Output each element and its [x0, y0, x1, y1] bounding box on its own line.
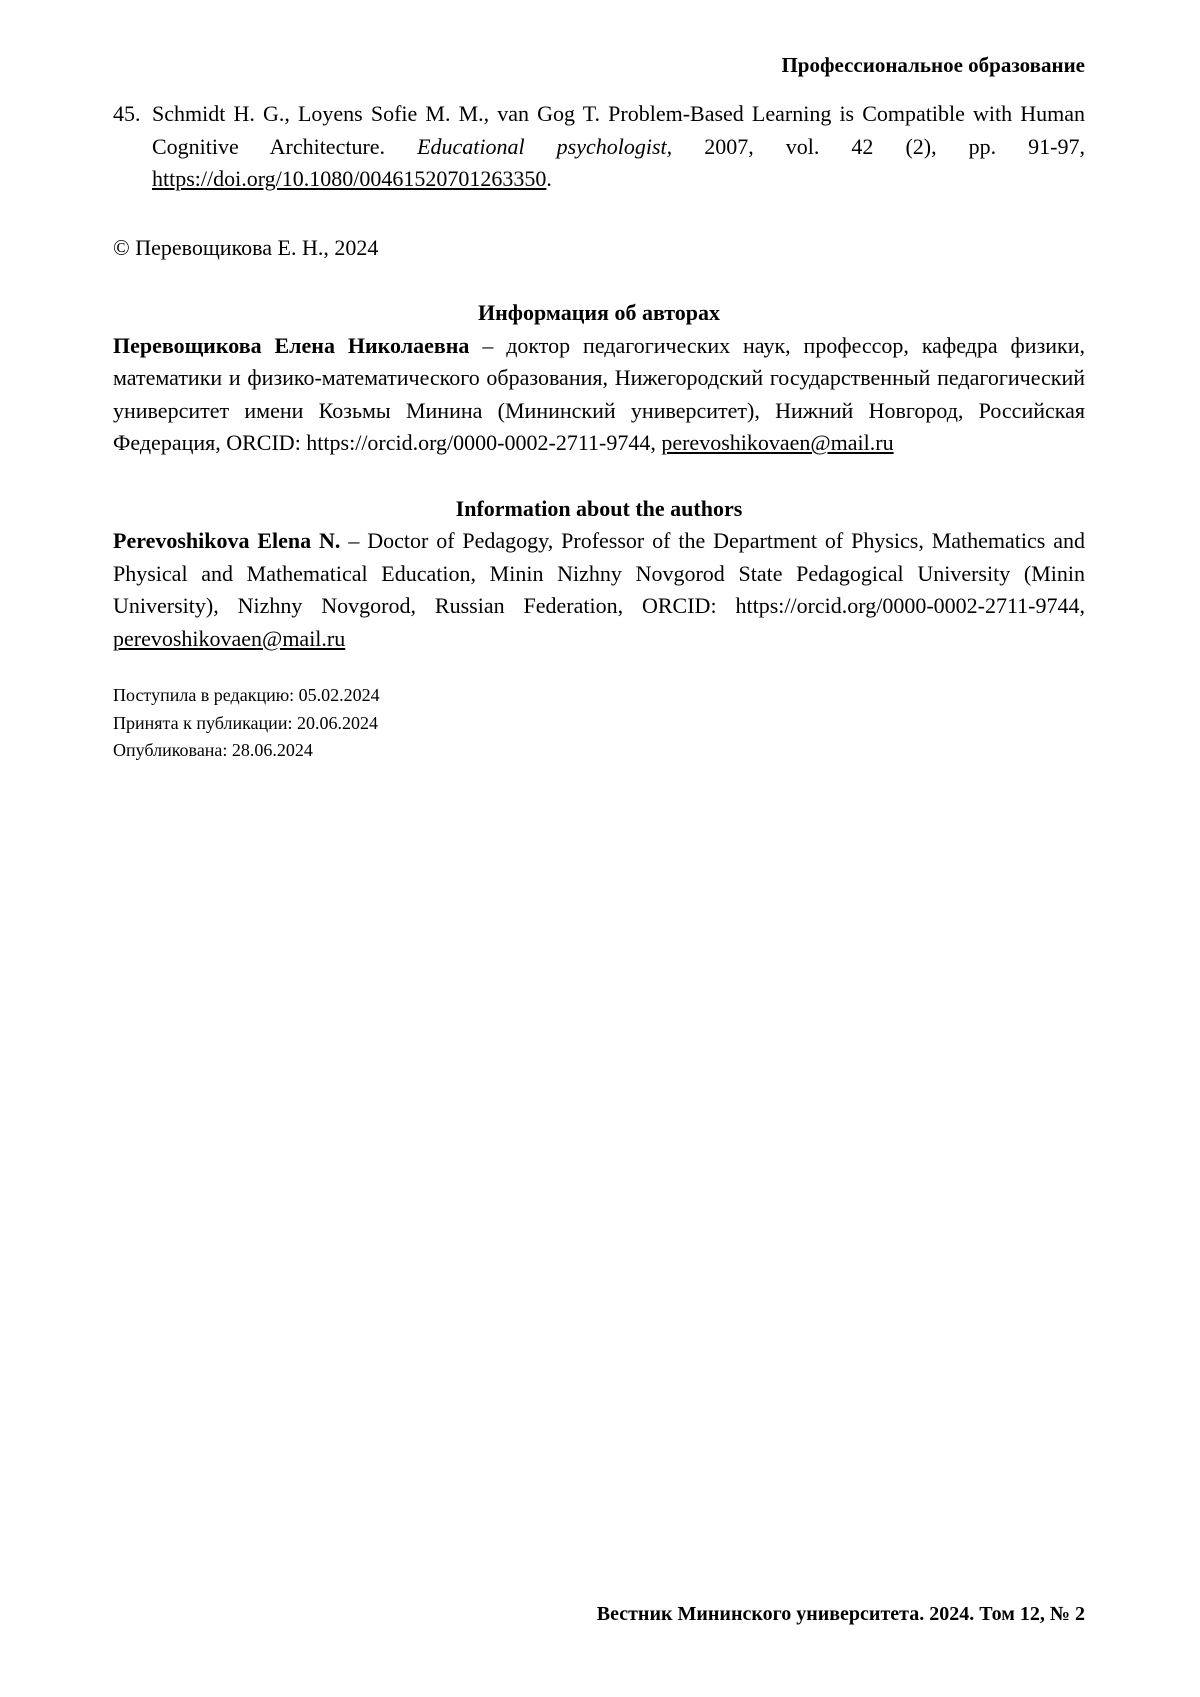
reference-number: 45. — [113, 101, 141, 126]
email-link-ru[interactable]: perevoshikovaen@mail.ru — [661, 430, 894, 455]
author-details-en: – Doctor of Pedagogy, Professor of the Department of Physics, Mathematics and Physical and Mathematical Education, Minin Nizhny Novgorod State Pedagogical University (Minin University), Nizhny Novgorod, Russian Federation, ORCID: https://orcid.org/0000-0002-2711-9744, — [113, 528, 1085, 618]
author-paragraph-en — [113, 525, 1085, 655]
reference-text-mid: 2007, vol. 42 (2), pp. 91-97, — [672, 133, 1086, 159]
reference-text-end: . — [546, 166, 552, 191]
date-published: Опубликована: 28.06.2024 — [113, 740, 313, 760]
article-dates-block — [113, 682, 1085, 765]
doi-link[interactable]: https://doi.org/10.1080/00461520701263350 — [152, 166, 547, 191]
journal-footer: Вестник Мининского университета. 2024. Том 12, № 2 — [596, 1603, 1085, 1625]
reference-list-item-45 — [113, 98, 1085, 196]
author-paragraph-ru — [113, 330, 1085, 460]
copyright-line: © Перевощикова Е. Н., 2024 — [113, 234, 379, 260]
authors-info-ru-heading: Информация об авторах — [477, 300, 721, 325]
date-accepted: Принята к публикации: 20.06.2024 — [113, 712, 378, 733]
email-link-en[interactable]: perevoshikovaen@mail.ru — [113, 625, 346, 651]
authors-info-en-heading: Information about the authors — [455, 495, 743, 521]
date-received: Поступила в редакцию: 05.02.2024 — [113, 685, 380, 705]
author-name-en: Perevoshikova Elena N. — [113, 528, 341, 553]
running-header: Профессиональное образование — [781, 53, 1085, 77]
reference-text-start: Schmidt H. G., Loyens Sofie M. M., van Gog T. Problem-Based Learning is Compatible with Human Cognitive Architecture. — [152, 101, 1085, 159]
author-details-ru: – доктор педагогических наук, профессор, кафедра физики, математики и физико-математического образования, Нижегородский государственный педагогический университет имени Козьмы Минина (Мининский университет), Нижний Новгород, Российская Федерация, ORCID: https://orcid.org/0000-0002-2711-9744, — [113, 332, 1085, 455]
reference-journal-title: Educational psychologist, — [417, 133, 673, 159]
author-name-ru: Перевощикова Елена Николаевна — [113, 332, 470, 358]
